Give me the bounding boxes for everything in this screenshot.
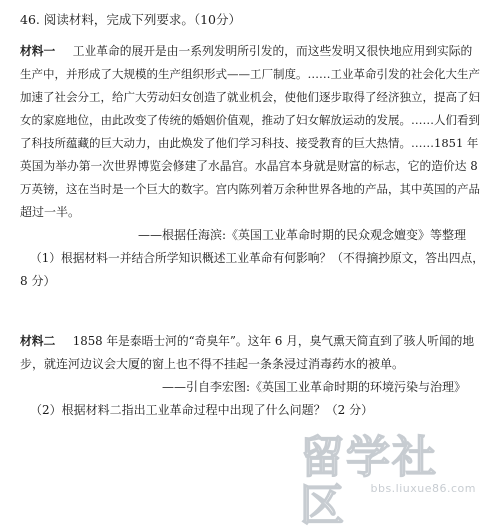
material1-label: 材料一 — [20, 44, 56, 58]
material1-line-1: 生产中，并形成了大规模的生产组织形式——工厂制度。……工业革命引发的社会化大生产 — [20, 67, 480, 81]
question-header: 46. 阅读材料，完成下列要求。（10分） — [20, 12, 242, 27]
sub-question-1-line-1: 8 分） — [20, 274, 56, 288]
material1-line-7: 超过一半。 — [20, 205, 81, 219]
material2-line-0: 1858 年是泰晤士河的“奇臭年”。这年 6 月，臭气熏天简直到了骇人听闻的地 — [72, 334, 475, 348]
material2-source: ——引自李宏图:《英国工业革命时期的环境污染与治理》 — [161, 380, 466, 394]
material1-line-3: 女的家庭地位，由此改变了传统的婚姻价值观，推动了妇女解放运动的发展。……人们看到 — [20, 113, 480, 127]
material1-source: ——根据任海滨:《英国工业革命时期的民众观念嬗变》等整理 — [137, 228, 466, 242]
watermark-logo-text: 留学社区 — [300, 432, 438, 531]
site-watermark — [300, 432, 480, 531]
material1-line-5: 英国为举办第一次世界博览会修建了水晶宫。水晶宫本身就是财富的标志，它的造价达 8 — [20, 159, 478, 173]
sub-question-2: （2）根据材料二指出工业革命过程中出现了什么问题？（2 分） — [30, 403, 374, 417]
material1-first-line — [20, 43, 472, 59]
material2-line-1: 步，就连河边议会大厦的窗上也不得不挂起一条条浸过消毒药水的被单。 — [20, 357, 405, 371]
watermark-url: bbs.liuxue86.com — [370, 482, 476, 495]
material2-label: 材料二 — [20, 334, 56, 348]
material1-line-6: 万英镑，这在当时是一个巨大的数字。宫内陈列着万余种世界各地的产品，其中英国的产品 — [20, 182, 480, 196]
material1-line-4: 了科技所蕴藏的巨大动力，由此焕发了他们学习科技、接受教育的巨大热情。……1851 年 — [20, 136, 479, 150]
material1-line-2: 加速了社会分工，给广大劳动妇女创造了就业机会，使他们逐步取得了经济独立，提高了妇 — [20, 90, 480, 104]
sub-question-1-line-0: （1）根据材料一并结合所学知识概述工业革命有何影响？（不得摘抄原文，答出四点， — [30, 251, 484, 265]
material1-line-0: 工业革命的展开是由一系列发明所引发的，而这些发明又很快地应用到实际的 — [72, 44, 473, 58]
material2-first-line — [20, 333, 474, 349]
